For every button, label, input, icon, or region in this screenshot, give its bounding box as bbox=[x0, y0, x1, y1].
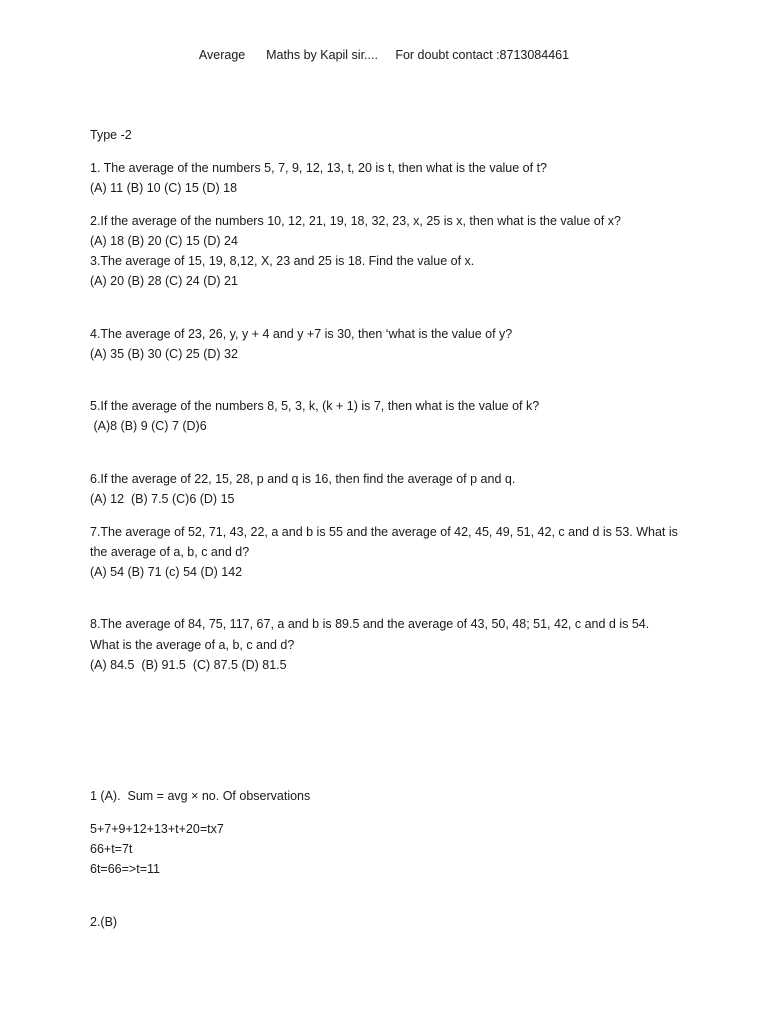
header-contact: For doubt contact :8713084461 bbox=[395, 48, 570, 62]
solution-1-step: 5+7+9+12+13+t+20=tx7 bbox=[90, 822, 224, 836]
question-4-text: 4.The average of 23, 26, y, y + 4 and y +7 is 30, then ‘what is the value of y? bbox=[90, 327, 513, 341]
solution-1-step: 66+t=7t bbox=[90, 842, 133, 856]
header-topic: Average bbox=[198, 48, 246, 62]
question-6-options: (A) 12 (B) 7.5 (C)6 (D) 15 bbox=[90, 492, 235, 506]
question-8-options: (A) 84.5 (B) 91.5 (C) 87.5 (D) 81.5 bbox=[90, 658, 287, 672]
question-4-options: (A) 35 (B) 30 (C) 25 (D) 32 bbox=[90, 347, 238, 361]
header-author: Maths by Kapil sir.... bbox=[266, 48, 378, 62]
section-title: Type -2 bbox=[90, 128, 132, 142]
solution-2-heading: 2.(B) bbox=[90, 915, 118, 929]
question-1-text: 1. The average of the numbers 5, 7, 9, 12, 13, t, 20 is t, then what is the value of t? bbox=[90, 161, 547, 175]
question-8-text-line2: What is the average of a, b, c and d? bbox=[90, 638, 295, 652]
question-2-text: 2.If the average of the numbers 10, 12, 21, 19, 18, 32, 23, x, 25 is x, then what is the value of x? bbox=[90, 214, 621, 228]
page-header bbox=[0, 47, 768, 63]
question-2-options: (A) 18 (B) 20 (C) 15 (D) 24 bbox=[90, 234, 238, 248]
question-7-options: (A) 54 (B) 71 (c) 54 (D) 142 bbox=[90, 565, 243, 579]
solution-1-step: 6t=66=>t=11 bbox=[90, 862, 160, 876]
question-1-options: (A) 11 (B) 10 (C) 15 (D) 18 bbox=[90, 181, 238, 195]
solution-1-heading: 1 (A). Sum = avg × no. Of observations bbox=[90, 789, 311, 803]
question-5-text: 5.If the average of the numbers 8, 5, 3, k, (k + 1) is 7, then what is the value of k? bbox=[90, 399, 540, 413]
question-7-text-line1: 7.The average of 52, 71, 43, 22, a and b is 55 and the average of 42, 45, 49, 51, 42, c and d is 53. What is bbox=[90, 525, 678, 539]
question-5-options: (A)8 (B) 9 (C) 7 (D)6 bbox=[90, 419, 207, 433]
question-3-text: 3.The average of 15, 19, 8,12, X, 23 and 25 is 18. Find the value of x. bbox=[90, 254, 475, 268]
question-6-text: 6.If the average of 22, 15, 28, p and q is 16, then find the average of p and q. bbox=[90, 472, 516, 486]
question-3-options: (A) 20 (B) 28 (C) 24 (D) 21 bbox=[90, 274, 238, 288]
question-8-text-line1: 8.The average of 84, 75, 117, 67, a and b is 89.5 and the average of 43, 50, 48; 51, 42, c and d is 54. bbox=[90, 617, 650, 631]
question-7-text-line2: the average of a, b, c and d? bbox=[90, 545, 250, 559]
